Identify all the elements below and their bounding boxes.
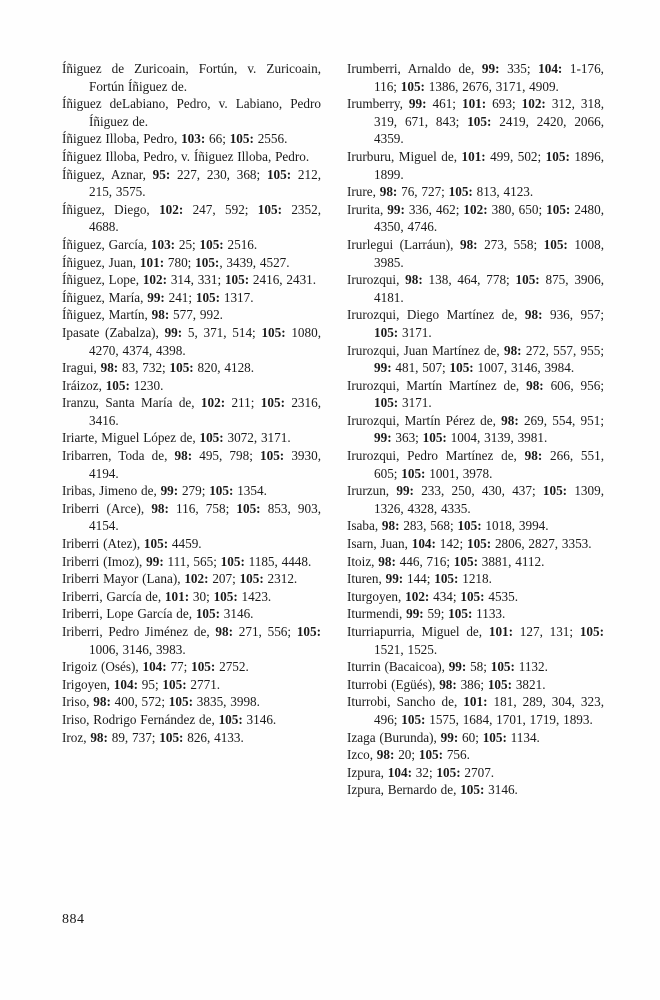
page-number: 884 xyxy=(62,912,85,927)
index-entry: Irurozqui, Pedro Martínez de, 98: 266, 551, 605; 105: 1001, 3978. xyxy=(347,448,604,481)
index-entry: Irigoyen, 104: 95; 105: 2771. xyxy=(62,676,221,692)
index-entry: Íñiguez Illoba, Pedro, v. Íñiguez Illoba, Pedro. xyxy=(62,148,310,164)
index-entry: Iriberri (Imoz), 99: 111, 565; 105: 1185, 4448. xyxy=(62,553,312,569)
index-entry: Irurzun, 99: 233, 250, 430, 437; 105: 1309, 1326, 4328, 4335. xyxy=(347,483,604,516)
index-entry: Irurlegui (Larráun), 98: 273, 558; 105: 1008, 3985. xyxy=(347,236,605,270)
index-entry: Isaba, 98: 283, 568; 105: 1018, 3994. xyxy=(347,518,549,534)
index-entry: Irurburu, Miguel de, 101: 499, 502; 105: 1896, 1899. xyxy=(347,148,605,182)
index-entry: Iriberri, Lope García de, 105: 3146. xyxy=(62,606,254,622)
index-entry: Irure, 98: 76, 727; 105: 813, 4123. xyxy=(347,184,534,200)
index-entry: Iturgoyen, 102: 434; 105: 4535. xyxy=(347,588,519,604)
index-entry: Iturrin (Bacaicoa), 99: 58; 105: 1132. xyxy=(347,659,548,675)
index-entry: Iriberri, Pedro Jiménez de, 98: 271, 556; 105: 1006, 3146, 3983. xyxy=(62,624,321,657)
index-entry: Íñiguez de Zuricoain, Fortún, v. Zuricoain, Fortún Íñiguez de. xyxy=(62,61,321,94)
index-entry: Iriberri Mayor (Lana), 102: 207; 105: 2312. xyxy=(62,571,298,587)
index-entry: Iturriapurria, Miguel de, 101: 127, 131; 105: 1521, 1525. xyxy=(347,624,604,657)
index-entry: Iturmendi, 99: 59; 105: 1133. xyxy=(347,606,506,622)
index-entry: Isarn, Juan, 104: 142; 105: 2806, 2827, 3353. xyxy=(347,536,592,552)
index-entry: Íñiguez, Martín, 98: 577, 992. xyxy=(62,307,223,323)
index-entry: Iragui, 98: 83, 732; 105: 820, 4128. xyxy=(62,360,255,376)
index-entry: Iráizoz, 105: 1230. xyxy=(62,377,164,393)
index-entry: Íñiguez, Aznar, 95: 227, 230, 368; 105: 212, 215, 3575. xyxy=(62,166,321,200)
index-entry: Íñiguez, García, 103: 25; 105: 2516. xyxy=(62,236,258,252)
index-entry: Irumberri, Arnaldo de, 99: 335; 104: 1-176, 116; 105: 1386, 2676, 3171, 4909. xyxy=(347,61,604,94)
index-entry: Íñiguez, Diego, 102: 247, 592; 105: 2352, 4688. xyxy=(62,201,321,235)
index-entry: Irurozqui, 98: 138, 464, 778; 105: 875, 3906, 4181. xyxy=(347,272,605,305)
index-entry: Irumberry, 99: 461; 101: 693; 102: 312, 318, 319, 671, 843; 105: 2419, 2420, 2066, 4359. xyxy=(347,96,605,147)
index-entry: Íñiguez, María, 99: 241; 105: 1317. xyxy=(62,289,254,305)
index-entry: Iriso, Rodrigo Fernández de, 105: 3146. xyxy=(62,711,277,727)
index-entry: Irurozqui, Martín Pérez de, 98: 269, 554, 951; 99: 363; 105: 1004, 3139, 3981. xyxy=(347,412,604,446)
index-entry: Iturrobi, Sancho de, 101: 181, 289, 304, 323, 496; 105: 1575, 1684, 1701, 1719, 1893. xyxy=(347,694,604,727)
index-entry: Íñiguez deLabiano, Pedro, v. Labiano, Pedro Íñiguez de. xyxy=(62,96,321,129)
index-entry: Irurozqui, Juan Martínez de, 98: 272, 557, 955; 99: 481, 507; 105: 1007, 3146, 3984. xyxy=(347,342,604,376)
index-entry: Irurozqui, Diego Martínez de, 98: 936, 957; 105: 3171. xyxy=(347,307,605,340)
index-entry: Itoiz, 98: 446, 716; 105: 3881, 4112. xyxy=(347,553,545,569)
index-entry: Iriso, 98: 400, 572; 105: 3835, 3998. xyxy=(62,694,260,710)
index-entry: Izpura, Bernardo de, 105: 3146. xyxy=(347,782,518,798)
index-entry: Íñiguez, Juan, 101: 780; 105:, 3439, 4527. xyxy=(62,254,290,270)
index-entry: Iriberri (Atez), 105: 4459. xyxy=(62,536,202,552)
index-entry: Irigoiz (Osés), 104: 77; 105: 2752. xyxy=(62,659,249,675)
index-entry: Iriarte, Miguel López de, 105: 3072, 3171. xyxy=(62,430,291,446)
index-entry: Izaga (Burunda), 99: 60; 105: 1134. xyxy=(347,729,540,745)
index-entry: Irurita, 99: 336, 462; 102: 380, 650; 105: 2480, 4350, 4746. xyxy=(347,201,605,235)
index-entry: Íñiguez, Lope, 102: 314, 331; 105: 2416, 2431. xyxy=(62,272,317,288)
index-entry: Iroz, 98: 89, 737; 105: 826, 4133. xyxy=(62,729,244,745)
index-entry: Iribas, Jimeno de, 99: 279; 105: 1354. xyxy=(62,483,267,499)
index-entry: Izpura, 104: 32; 105: 2707. xyxy=(347,764,495,780)
index-entry: Izco, 98: 20; 105: 756. xyxy=(347,747,470,763)
index-entry: Iturrobi (Egüés), 98: 386; 105: 3821. xyxy=(347,676,546,692)
index-entry: Ituren, 99: 144; 105: 1218. xyxy=(347,571,492,587)
index-entry: Iribarren, Toda de, 98: 495, 798; 105: 3930, 4194. xyxy=(62,448,322,481)
index-entry: Iranzu, Santa María de, 102: 211; 105: 2316, 3416. xyxy=(62,395,321,428)
index-column-left xyxy=(62,60,321,746)
index-entry: Irurozqui, Martín Martínez de, 98: 606, 956; 105: 3171. xyxy=(347,377,604,411)
index-entry: Ipasate (Zabalza), 99: 5, 371, 514; 105: 1080, 4270, 4374, 4398. xyxy=(62,324,322,358)
index-entry: Iriberri, García de, 101: 30; 105: 1423. xyxy=(62,588,272,604)
index-entry: Íñiguez Illoba, Pedro, 103: 66; 105: 2556. xyxy=(62,131,288,147)
index-column-right xyxy=(347,60,604,799)
index-entry: Iriberri (Arce), 98: 116, 758; 105: 853, 903, 4154. xyxy=(62,500,321,534)
